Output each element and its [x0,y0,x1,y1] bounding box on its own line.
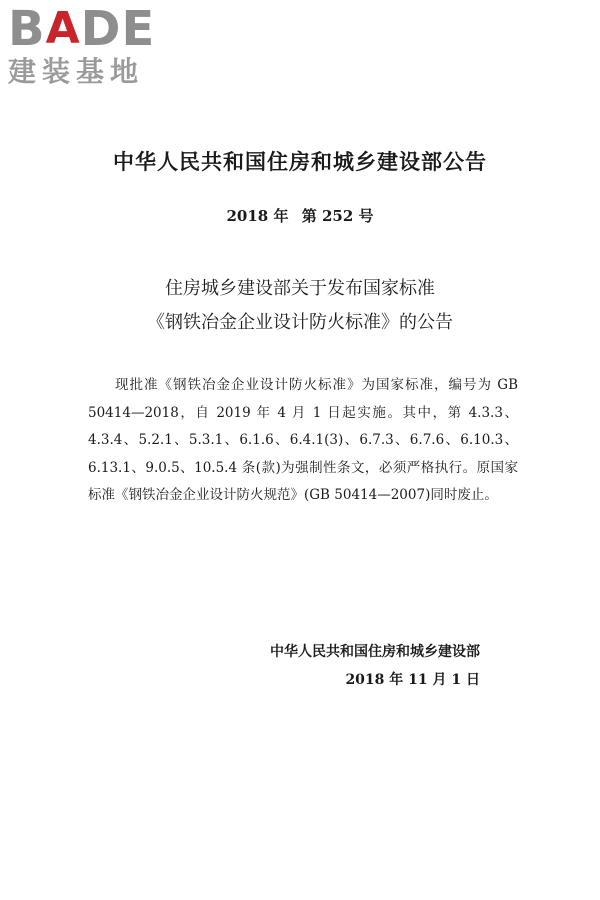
signature-issuer: 中华人民共和国住房和城乡建设部 [270,644,480,660]
issuer-title: 中华人民共和国住房和城乡建设部公告 [113,150,487,174]
announcement-no: 第 252 号 [301,207,374,225]
signature-block [240,638,480,694]
subject-line-1: 住房城乡建设部关于发布国家标准 [165,278,435,299]
logo-mark [8,1,178,57]
logo-letter-b: B [8,1,46,57]
announcement-body [88,372,518,510]
logo-subtitle: 建装基地 [8,55,145,88]
logo-letter-a-triangle: A [45,3,81,54]
announcement-year: 2018 年 [226,207,289,225]
bade-logo [8,1,178,88]
signature-date: 2018 年 11 月 1 日 [345,672,480,688]
subject-line-2: 《钢铁冶金企业设计防火标准》的公告 [147,312,453,333]
announcement-subject [0,272,600,340]
body-paragraph: 现批准《钢铁冶金企业设计防火标准》为国家标准，编号为 GB 50414—2018，自 2019 年 4 月 1 日起实施。其中，第 4.3.3、4.3.4、5.2.1、5.3.1、6.1.6、6.4.1(3)、6.7.3、6.7.6、6.10.3、6.13.1、9.0.5、10.5.4 条(款)为强制性条文，必须严格执行。原国家标准《钢铁冶金企业设计防火规范》(GB 50414—2007)同时废止。 [88,377,518,503]
logo-letters-de: DE [80,1,156,57]
announcement-number [0,205,600,226]
